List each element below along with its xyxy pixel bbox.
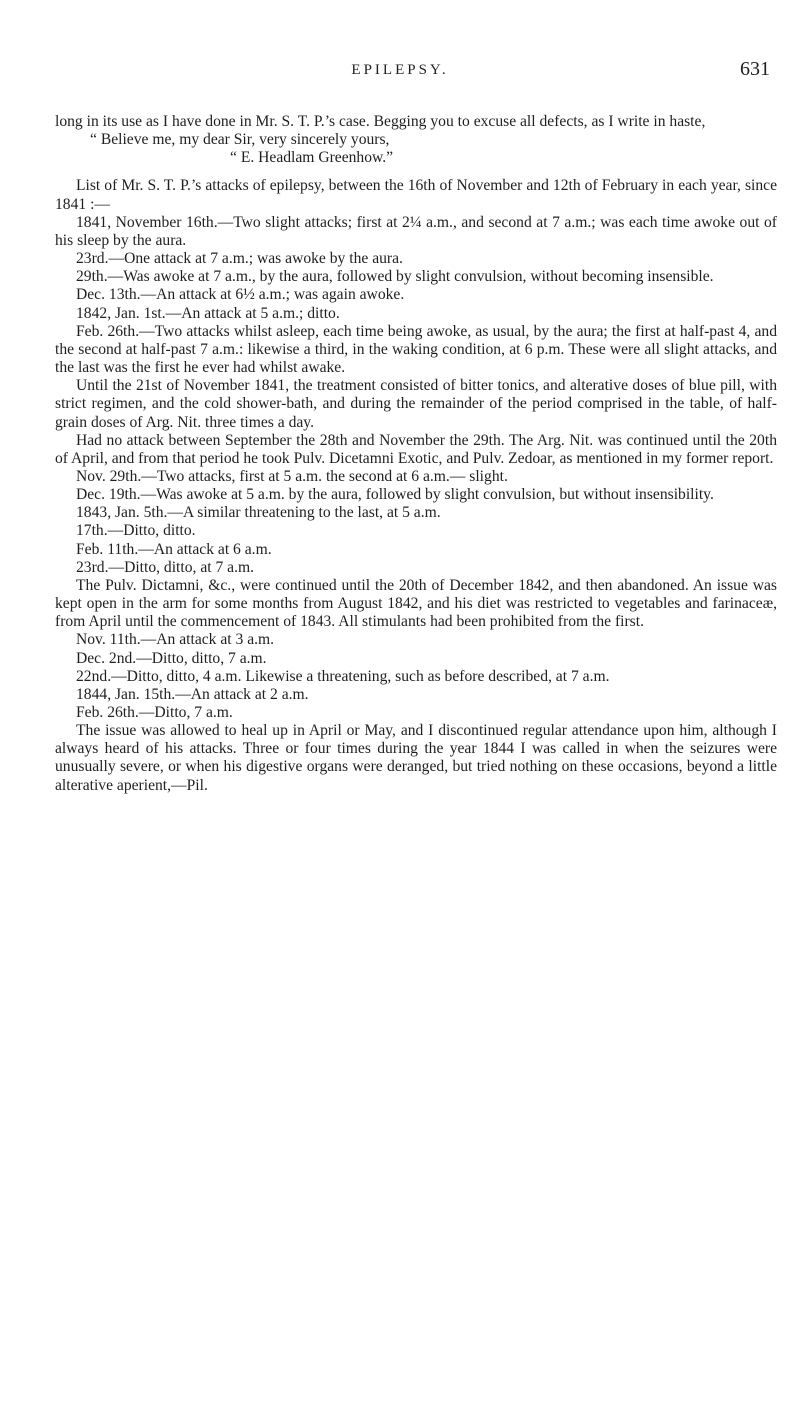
paragraph: Until the 21st of November 1841, the treatment consisted of bitter tonics, and alterative doses of blue pill, with strict regimen, and the cold shower-bath, and during the remainder of the period comprised in the table, of half-grain doses of Arg. Nit. three times a day. [55, 377, 777, 431]
paragraph: 1843, Jan. 5th.—A similar threatening to the last, at 5 a.m. [76, 504, 441, 522]
paragraph: The issue was allowed to heal up in April or May, and I discontinued regular attendance upon him, although I always heard of his attacks. Three or four times during the year 1844 I was called in when the seizures were unusually severe, or when his digestive organs were deranged, but tried nothing on these occasions, beyond a little alterative aperient,—Pil. [55, 722, 777, 794]
paragraph: Had no attack between September the 28th and November the 29th. The Arg. Nit. was continued until the 20th of April, and from that period he took Pulv. Dicetamni Exotic, and Pulv. Zedoar, as mentioned in my former report. [55, 431, 777, 467]
running-title: EPILEPSY. [351, 62, 449, 78]
letter-signature: “ E. Headlam Greenhow.” [230, 149, 394, 167]
page-number: 631 [740, 58, 770, 80]
paragraph: long in its use as I have done in Mr. S. T. P.’s case. Begging you to excuse all defects, as I write in haste, [55, 113, 706, 130]
paragraph: Feb. 26th.—Ditto, 7 a.m. [76, 704, 233, 721]
paragraph: Feb. 11th.—An attack at 6 a.m. [76, 540, 272, 558]
paragraph: 17th.—Ditto, ditto. [76, 522, 196, 540]
body-text [55, 113, 777, 795]
paragraph: Dec. 19th.—Was awoke at 5 a.m. by the aura, followed by slight convulsion, but without insensibility. [76, 486, 714, 504]
paragraph: Nov. 29th.—Two attacks, first at 5 a.m. the second at 6 a.m.— slight. [76, 467, 508, 485]
paragraph: 1842, Jan. 1st.—An attack at 5 a.m.; ditto. [76, 304, 340, 322]
letter-closing: “ Believe me, my dear Sir, very sincerely yours, [90, 131, 390, 149]
paragraph: 23rd.—Ditto, ditto, at 7 a.m. [76, 558, 255, 576]
paragraph: Nov. 11th.—An attack at 3 a.m. [76, 631, 275, 649]
running-head [0, 58, 800, 88]
paragraph: 1844, Jan. 15th.—An attack at 2 a.m. [76, 685, 309, 703]
paragraph: Dec. 2nd.—Ditto, ditto, 7 a.m. [76, 649, 267, 667]
paragraph: Feb. 26th.—Two attacks whilst asleep, each time being awoke, as usual, by the aura; the first at half-past 4, and the second at half-past 7 a.m.: likewise a third, in the waking condition, at 6 p.m. These were all slight attacks, and the last was the first he ever had whilst awake. [55, 322, 777, 377]
paragraph: List of Mr. S. T. P.’s attacks of epilepsy, between the 16th of November and 12th of February in each year, since 1841 :— [55, 177, 777, 213]
paragraph: The Pulv. Dictamni, &c., were continued until the 20th of December 1842, and then abandoned. An issue was kept open in the arm for some months from August 1842, and his diet was restricted to vegetables and farinaceæ, from April until the commencement of 1843. All stimulants had been prohibited from the first. [55, 576, 777, 631]
paragraph: 1841, November 16th.—Two slight attacks; first at 2¼ a.m., and second at 7 a.m.; was each time awoke out of his sleep by the aura. [55, 213, 777, 249]
paragraph: 29th.—Was awoke at 7 a.m., by the aura, followed by slight convulsion, without becoming insensible. [76, 268, 714, 286]
paragraph: 23rd.—One attack at 7 a.m.; was awoke by the aura. [76, 250, 403, 268]
paragraph: Dec. 13th.—An attack at 6½ a.m.; was again awoke. [76, 286, 405, 304]
paragraph: 22nd.—Ditto, ditto, 4 a.m. Likewise a threatening, such as before described, at 7 a.m. [76, 667, 610, 685]
